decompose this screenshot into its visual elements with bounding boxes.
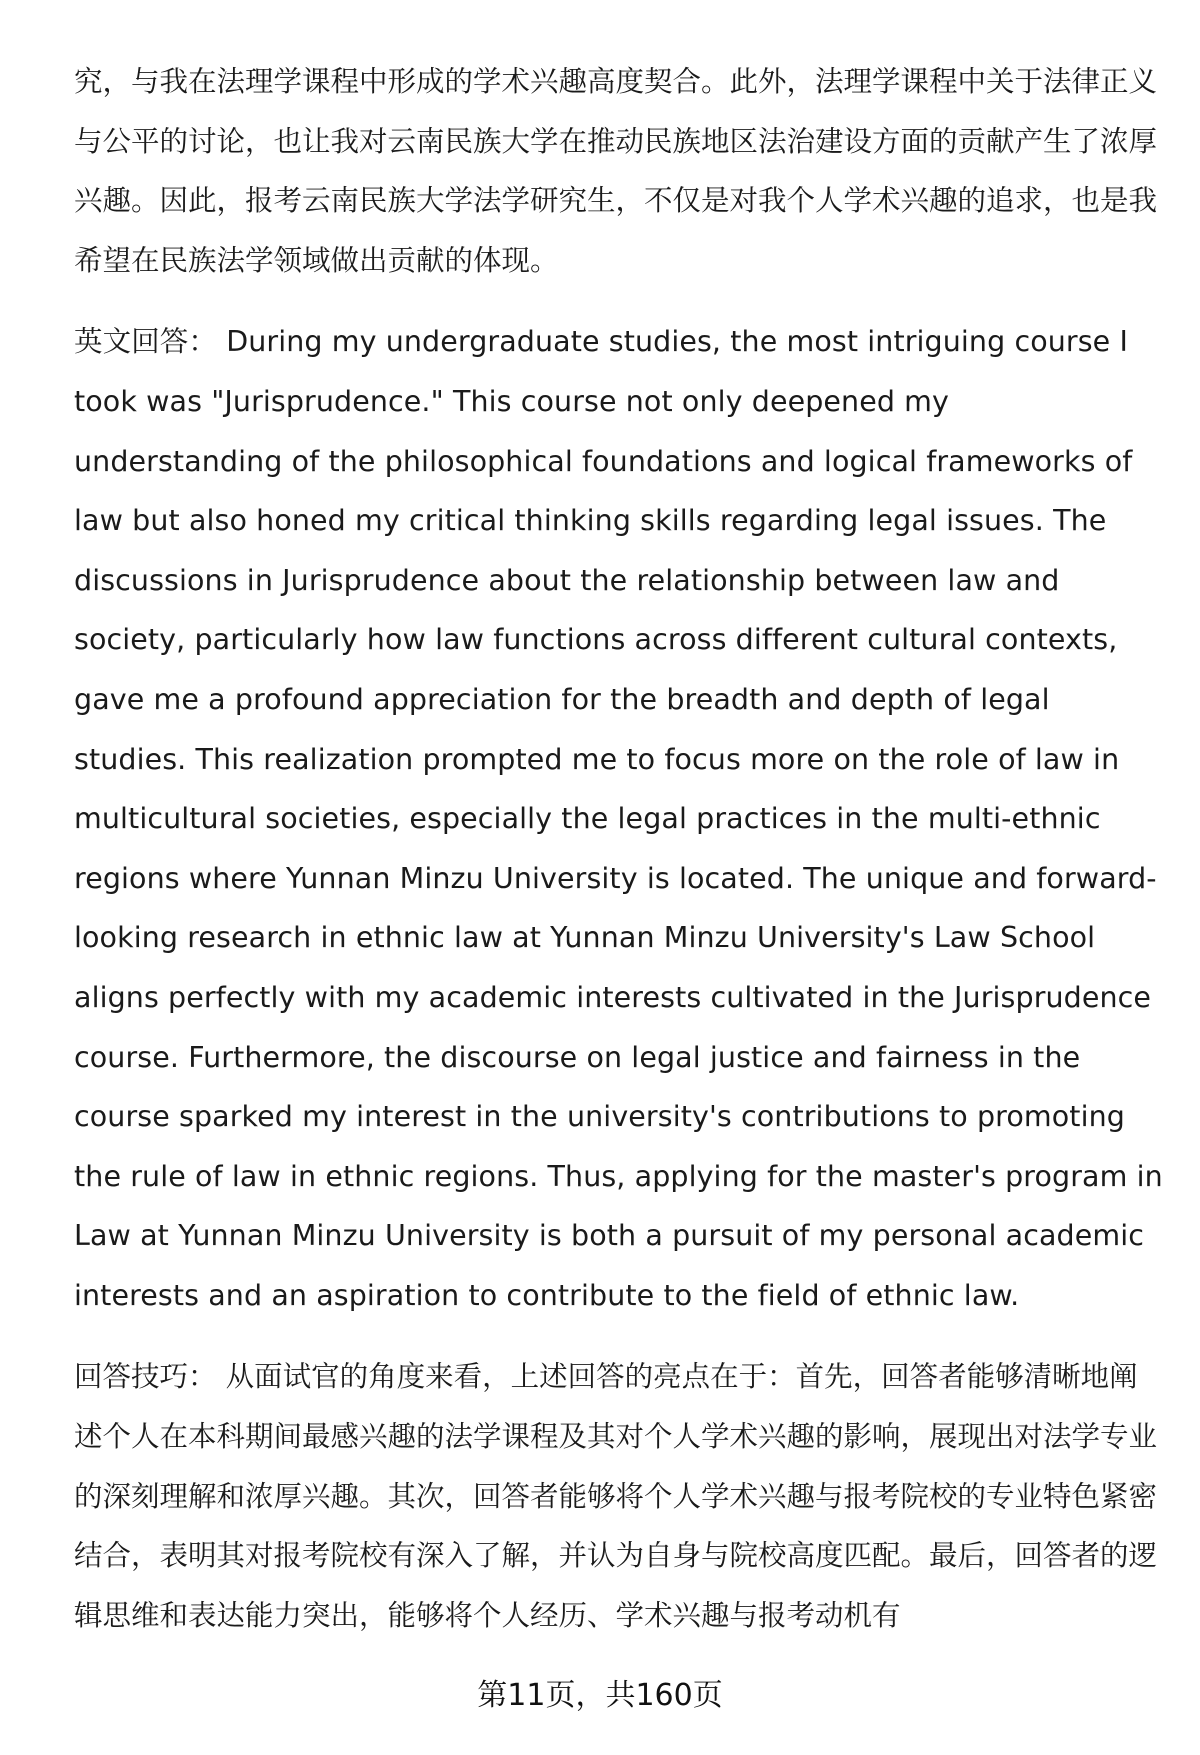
answer-tips-paragraph	[74, 1347, 1164, 1645]
answer-tips-label: 回答技巧：	[74, 1360, 217, 1394]
english-answer-paragraph	[74, 312, 1172, 1325]
page-number-footer: 第11页，共160页	[477, 1678, 723, 1713]
answer-tips-text: 从面试官的角度来看，上述回答的亮点在于：首先，回答者能够清晰地阐述个人在本科期间最感兴趣的法学课程及其对个人学术兴趣的影响，展现出对法学专业的深刻理解和浓厚兴趣。其次，回答者能够将个人学术兴趣与报考院校的专业特色紧密结合，表明其对报考院校有深入了解，并认为自身与院校高度匹配。最后，回答者的逻辑思维和表达能力突出，能够将个人经历、学术兴趣与报考动机有	[74, 1360, 1158, 1632]
chinese-answer-continuation: 究，与我在法理学课程中形成的学术兴趣高度契合。此外，法理学课程中关于法律正义与公平的讨论，也让我对云南民族大学在推动民族地区法治建设方面的贡献产生了浓厚兴趣。因此，报考云南民族大学法学研究生，不仅是对我个人学术兴趣的追求，也是我希望在民族法学领域做出贡献的体现。	[74, 65, 1158, 277]
english-answer-label: 英文回答：	[74, 325, 218, 359]
document-page	[74, 52, 1172, 1645]
english-answer-text: During my undergraduate studies, the most intriguing course I took was "Jurisprudence." This course not only deepened my understanding of the philosophical foundations and logical frameworks of law but also honed my critical thinking skills regarding legal issues. The discussions in Jurisprudence about the relationship between law and society, particularly how law functions across different cultural contexts, gave me a profound appreciation for the breadth and depth of legal studies. This realization prompted me to focus more on the role of law in multicultural societies, especially the legal practices in the multi-ethnic regions where Yunnan Minzu University is located. The unique and forward-looking research in ethnic law at Yunnan Minzu University's Law School aligns perfectly with my academic interests cultivated in the Jurisprudence course. Furthermore, the discourse on legal justice and fairness in the course sparked my interest in the university's contributions to promoting the rule of law in ethnic regions. Thus, applying for the master's program in Law at Yunnan Minzu University is both a pursuit of my personal academic interests and an aspiration to contribute to the field of ethnic law.	[74, 325, 1172, 1312]
